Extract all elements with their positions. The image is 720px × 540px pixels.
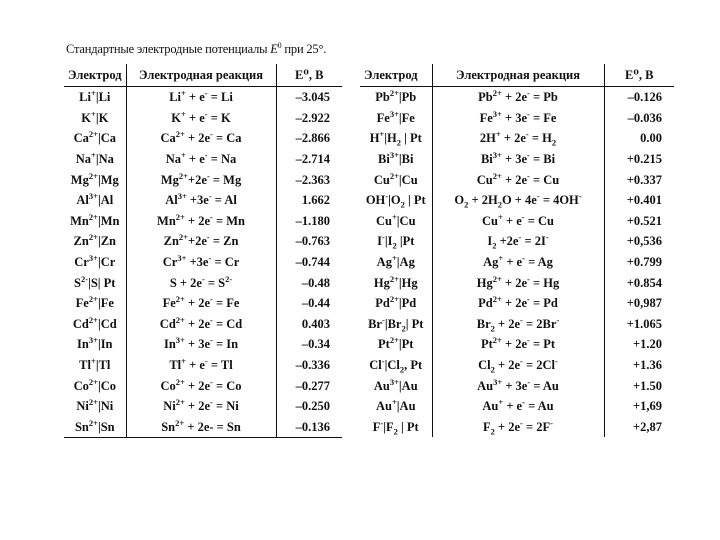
header-electrode: Электрод: [360, 64, 432, 87]
potential-cell: –2.363: [295, 172, 330, 187]
table-body-right: [360, 87, 674, 438]
electrode-cell: $S^{2-}|S|$ Pt: [64, 272, 126, 293]
reaction-cell: $O_2 + 2H_2O + 4e^- = 4OH^-$: [432, 190, 604, 211]
table-row: [360, 355, 674, 376]
electrode-cell: K+|K: [64, 108, 126, 129]
reaction-cell: Li+ + e- = Li: [126, 87, 276, 108]
electrode-cell: Na+|Na: [64, 149, 126, 170]
electrode-cell: $Cd^{2+}|Cd$: [64, 314, 126, 335]
table-row: [64, 108, 342, 129]
potential-cell: +1.36: [633, 358, 662, 373]
header-potential: E⁰, В: [276, 64, 342, 87]
table-row: [360, 417, 674, 438]
table-row: [64, 396, 342, 417]
electrode-cell: $Sn^{2+}|Sn$: [64, 417, 126, 438]
electrode-cell: $Pd^{2+}|Pd$: [360, 293, 432, 314]
potential-cell: –1.180: [295, 213, 330, 228]
potential-cell: –0.34: [301, 337, 330, 352]
potential-cell: +0.337: [626, 172, 662, 187]
electrode-cell: Tl+|Tl: [64, 355, 126, 376]
table-row: [360, 190, 674, 211]
table-row: [64, 169, 342, 190]
reaction-cell: Ag+ + e- = Ag: [432, 252, 604, 273]
electrode-cell: $Au^{3+}|Au$: [360, 375, 432, 396]
potentials-table-right: [360, 64, 674, 437]
potential-cell: –0.126: [627, 90, 662, 105]
electrode-cell: Li+|Li: [64, 87, 126, 108]
table-row: [360, 87, 674, 108]
reaction-cell: $Cd^{2+} + 2e^- = Cd$: [126, 314, 276, 335]
reaction-cell: $Pd^{2+} + 2e^- = Pd$: [432, 293, 604, 314]
reaction-cell: $Cr^{3+} +3e^- = Cr$: [126, 252, 276, 273]
reaction-cell: $Bi^{3+} + 3e^- = Bi$: [432, 149, 604, 170]
potentials-table-left: [64, 64, 342, 438]
electrode-cell: $Ni^{2+}|Ni$: [64, 396, 126, 417]
table-row: [64, 375, 342, 396]
table-row: [360, 149, 674, 170]
reaction-cell: $Ni^{2+} + 2e^- = Ni$: [126, 396, 276, 417]
reaction-cell: $Fe^{2+} + 2e^- = Fe$: [126, 293, 276, 314]
reaction-cell: $Sn^{2+} + 2e- = Sn$: [126, 417, 276, 438]
table-row: [64, 211, 342, 232]
table-row: [64, 231, 342, 252]
potential-cell: –0.336: [295, 358, 330, 373]
potential-cell: –0.136: [295, 419, 330, 434]
table-row: [64, 252, 342, 273]
table-row: [64, 87, 342, 108]
electrode-cell: Ag+|Ag: [360, 252, 432, 273]
electrode-cell: $Co^{2+}|Co$: [64, 375, 126, 396]
potential-cell: –0.763: [295, 234, 330, 249]
potential-cell: +1,69: [633, 399, 662, 414]
reaction-cell: Tl+ + e- = Tl: [126, 355, 276, 376]
table-row: [64, 417, 342, 438]
reaction-cell: $Mn^{2+} + 2e^- = Mn$: [126, 211, 276, 232]
potential-cell: +0.854: [626, 275, 662, 290]
potential-cell: +1.20: [633, 337, 662, 352]
caption-symbol: E: [270, 42, 278, 57]
potential-cell: 1.662: [301, 193, 330, 208]
electrode-cell: $In^{3+}|In$: [64, 334, 126, 355]
reaction-cell: $Pt^{2+} + 2e^- = Pt$: [432, 334, 604, 355]
table-row: [64, 355, 342, 376]
electrode-cell: Au+|Au: [360, 396, 432, 417]
electrode-cell: $F^-|F_2$ | Pt: [360, 417, 432, 438]
electrode-cell: $Cl^-|Cl_2$, Pt: [360, 355, 432, 376]
electrode-cell: $Cu^{2+}|Cu$: [360, 169, 432, 190]
potential-cell: –3.045: [295, 90, 330, 105]
electrode-cell: $Cr^{3+}|Cr$: [64, 252, 126, 273]
potential-cell: +0,987: [626, 296, 662, 311]
potential-cell: +0.215: [626, 152, 662, 167]
potential-cell: 0.403: [301, 316, 330, 331]
table-row: [360, 252, 674, 273]
potential-cell: –0.48: [301, 275, 330, 290]
potential-cell: –0.250: [295, 399, 330, 414]
electrode-cell: Cu+|Cu: [360, 211, 432, 232]
electrode-cell: $Al^{3+}|Al$: [64, 190, 126, 211]
electrode-cell: $Fe^{3+}|Fe$: [360, 108, 432, 129]
reaction-cell: $S + 2e^- = S^{2-}$: [126, 272, 276, 293]
reaction-cell: $Zn^{2+}+2e^- = Zn$: [126, 231, 276, 252]
table-row: [64, 314, 342, 335]
electrode-cell: $Mn^{2+}|Mn$: [64, 211, 126, 232]
table-caption: [66, 41, 326, 57]
header-reaction: Электродная реакция: [126, 64, 276, 87]
reaction-cell: Na+ + e- = Na: [126, 149, 276, 170]
reaction-cell: $Au^{3+} + 3e^- = Au$: [432, 375, 604, 396]
table-header-row: [64, 64, 342, 87]
table-row: [360, 231, 674, 252]
table-row: [360, 314, 674, 335]
reaction-cell: $F_2 + 2e^- = 2F^-$: [432, 417, 604, 438]
reaction-cell: $Co^{2+} + 2e^- = Co$: [126, 375, 276, 396]
caption-superscript: 0: [277, 41, 282, 50]
potential-cell: +0.799: [626, 255, 662, 270]
reaction-cell: $Cu^{2+} + 2e^- = Cu$: [432, 169, 604, 190]
table-row: [360, 211, 674, 232]
reaction-cell: $Al^{3+} +3e^- = Al$: [126, 190, 276, 211]
reaction-cell: $Cl_2 + 2e^- = 2Cl^-$: [432, 355, 604, 376]
table-row: [64, 272, 342, 293]
electrode-cell: $Pb^{2+}|Pb$: [360, 87, 432, 108]
electrode-cell: $Pt^{2+}|Pt$: [360, 334, 432, 355]
table-row: [64, 190, 342, 211]
electrode-cell: $Ca^{2+}|Ca$: [64, 128, 126, 149]
electrode-cell: $Fe^{2+}|Fe$: [64, 293, 126, 314]
potential-cell: –0.744: [295, 255, 330, 270]
electrode-cell: $Mg^{2+}|Mg$: [64, 169, 126, 190]
potential-cell: +2,87: [633, 419, 662, 434]
electrode-cell: $Hg^{2+}|Hg$: [360, 272, 432, 293]
reaction-cell: $Br_2 + 2e^- = 2Br^-$: [432, 314, 604, 335]
reaction-cell: $Pb^{2+} + 2e^- = Pb$: [432, 87, 604, 108]
reaction-cell: Cu+ + e- = Cu: [432, 211, 604, 232]
reaction-cell: $Mg^{2+}+2e^- = Mg$: [126, 169, 276, 190]
header-potential: E⁰, В: [604, 64, 674, 87]
reaction-cell: $I_2 +2e^- = 2I^-$: [432, 231, 604, 252]
potential-cell: –0.44: [301, 296, 330, 311]
potential-cell: –0.277: [295, 378, 330, 393]
electrode-cell: $H^+|H_2$ | Pt: [360, 128, 432, 149]
table-row: [360, 108, 674, 129]
potential-cell: –2.714: [295, 152, 330, 167]
reaction-cell: $2H^+ + 2e^- = H_2$: [432, 128, 604, 149]
reaction-cell: $Hg^{2+} + 2e^- = Hg$: [432, 272, 604, 293]
table-row: [64, 334, 342, 355]
electrode-cell: $OH^-|O_2$ | Pt: [360, 190, 432, 211]
caption-text-after: при 25°.: [281, 42, 327, 57]
table-row: [360, 272, 674, 293]
header-reaction: Электродная реакция: [432, 64, 604, 87]
electrode-cell: $Zn^{2+}|Zn$: [64, 231, 126, 252]
potential-cell: +1.50: [633, 378, 662, 393]
table-row: [64, 128, 342, 149]
potential-cell: +0,536: [626, 234, 662, 249]
potential-cell: +0.521: [626, 213, 662, 228]
table-row: [360, 128, 674, 149]
reaction-cell: $In^{3+} + 3e^- = In$: [126, 334, 276, 355]
caption-text-before: Стандартные электродные потенциалы: [66, 42, 271, 57]
header-electrode: Электрод: [64, 64, 126, 87]
table-header-row: [360, 64, 674, 87]
potential-cell: –2.866: [295, 131, 330, 146]
potential-cell: +0.401: [626, 193, 662, 208]
electrode-cell: $I^-|I_2$ |Pt: [360, 231, 432, 252]
reaction-cell: Au+ + e- = Au: [432, 396, 604, 417]
potential-cell: –0.036: [627, 110, 662, 125]
table-row: [64, 293, 342, 314]
table-row: [360, 396, 674, 417]
electrode-cell: $Bi^{3+}|Bi$: [360, 149, 432, 170]
table-row: [360, 375, 674, 396]
table-row: [360, 293, 674, 314]
potential-cell: +1.065: [626, 316, 662, 331]
table-row: [360, 334, 674, 355]
electrode-cell: $Br^-|Br_2|$ Pt: [360, 314, 432, 335]
reaction-cell: K+ + e- = K: [126, 108, 276, 129]
table-row: [360, 169, 674, 190]
reaction-cell: $Fe^{3+} + 3e^- = Fe$: [432, 108, 604, 129]
table-body-left: [64, 87, 342, 438]
potential-cell: –2.922: [295, 110, 330, 125]
table-row: [64, 149, 342, 170]
reaction-cell: $Ca^{2+} + 2e^- = Ca$: [126, 128, 276, 149]
potential-cell: 0.00: [640, 131, 662, 146]
